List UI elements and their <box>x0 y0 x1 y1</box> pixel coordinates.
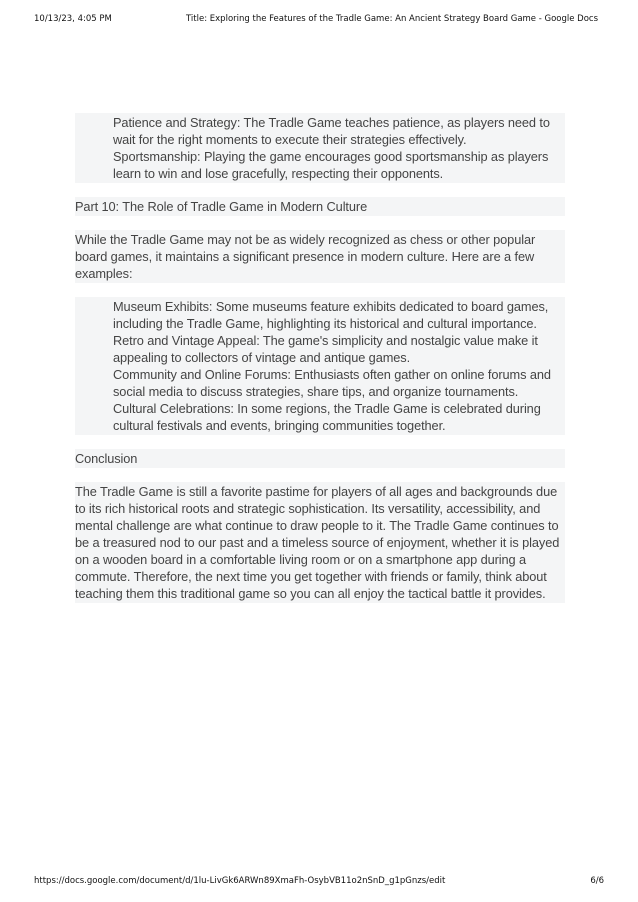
page-number: 6/6 <box>590 876 604 886</box>
list-item: Sportsmanship: Playing the game encourages good sportsmanship as players learn to win and lose gracefully, respecting their opponents. <box>113 149 549 181</box>
culture-list <box>75 297 565 435</box>
print-doc-title: Title: Exploring the Features of the Tradle Game: An Ancient Strategy Board Game - Google Docs <box>186 14 599 24</box>
list-item: Community and Online Forums: Enthusiasts often gather on online forums and social media to discuss strategies, share tips, and organize tournaments. <box>113 367 551 399</box>
section-heading: Part 10: The Role of Tradle Game in Modern Culture <box>75 197 565 216</box>
list-item: Museum Exhibits: Some museums feature exhibits dedicated to board games, including the Tradle Game, highlighting its historical and cultural importance. <box>113 299 549 331</box>
benefits-list <box>75 113 565 183</box>
document-body <box>75 113 565 603</box>
list-item: Cultural Celebrations: In some regions, the Tradle Game is celebrated during cultural festivals and events, bringing communities together. <box>113 401 541 433</box>
paragraph <box>75 482 565 603</box>
part10-intro-text: While the Tradle Game may not be as widely recognized as chess or other popular board games, it maintains a significant presence in modern culture. Here are a few examples: <box>75 232 536 281</box>
print-date: 10/13/23, 4:05 PM <box>34 14 112 24</box>
print-footer <box>34 876 604 890</box>
list-item: Retro and Vintage Appeal: The game's simplicity and nostalgic value make it appealing to collectors of vintage and antique games. <box>113 333 538 365</box>
print-url: https://docs.google.com/document/d/1lu-LivGk6ARWn89XmaFh-OsybVB11o2nSnD_g1pGnzs/edit <box>34 876 446 886</box>
conclusion-heading: Conclusion <box>75 449 565 468</box>
paragraph <box>75 230 565 283</box>
print-header <box>34 14 604 28</box>
conclusion-text: The Tradle Game is still a favorite pastime for players of all ages and backgrounds due to its rich historical roots and strategic sophistication. Its versatility, accessibility, and mental challenge are what continue to draw people to it. The Tradle Game continues to be a treasured nod to our past and a timeless source of enjoyment, whether it is played on a wooden board in a comfortable living room or on a smartphone app during a commute. Therefore, the next time you get together with friends or family, think about teaching them this traditional game so you can all enjoy the tactical battle it provides. <box>75 484 560 601</box>
list-item: Patience and Strategy: The Tradle Game teaches patience, as players need to wait for the right moments to execute their strategies effectively. <box>113 115 550 147</box>
